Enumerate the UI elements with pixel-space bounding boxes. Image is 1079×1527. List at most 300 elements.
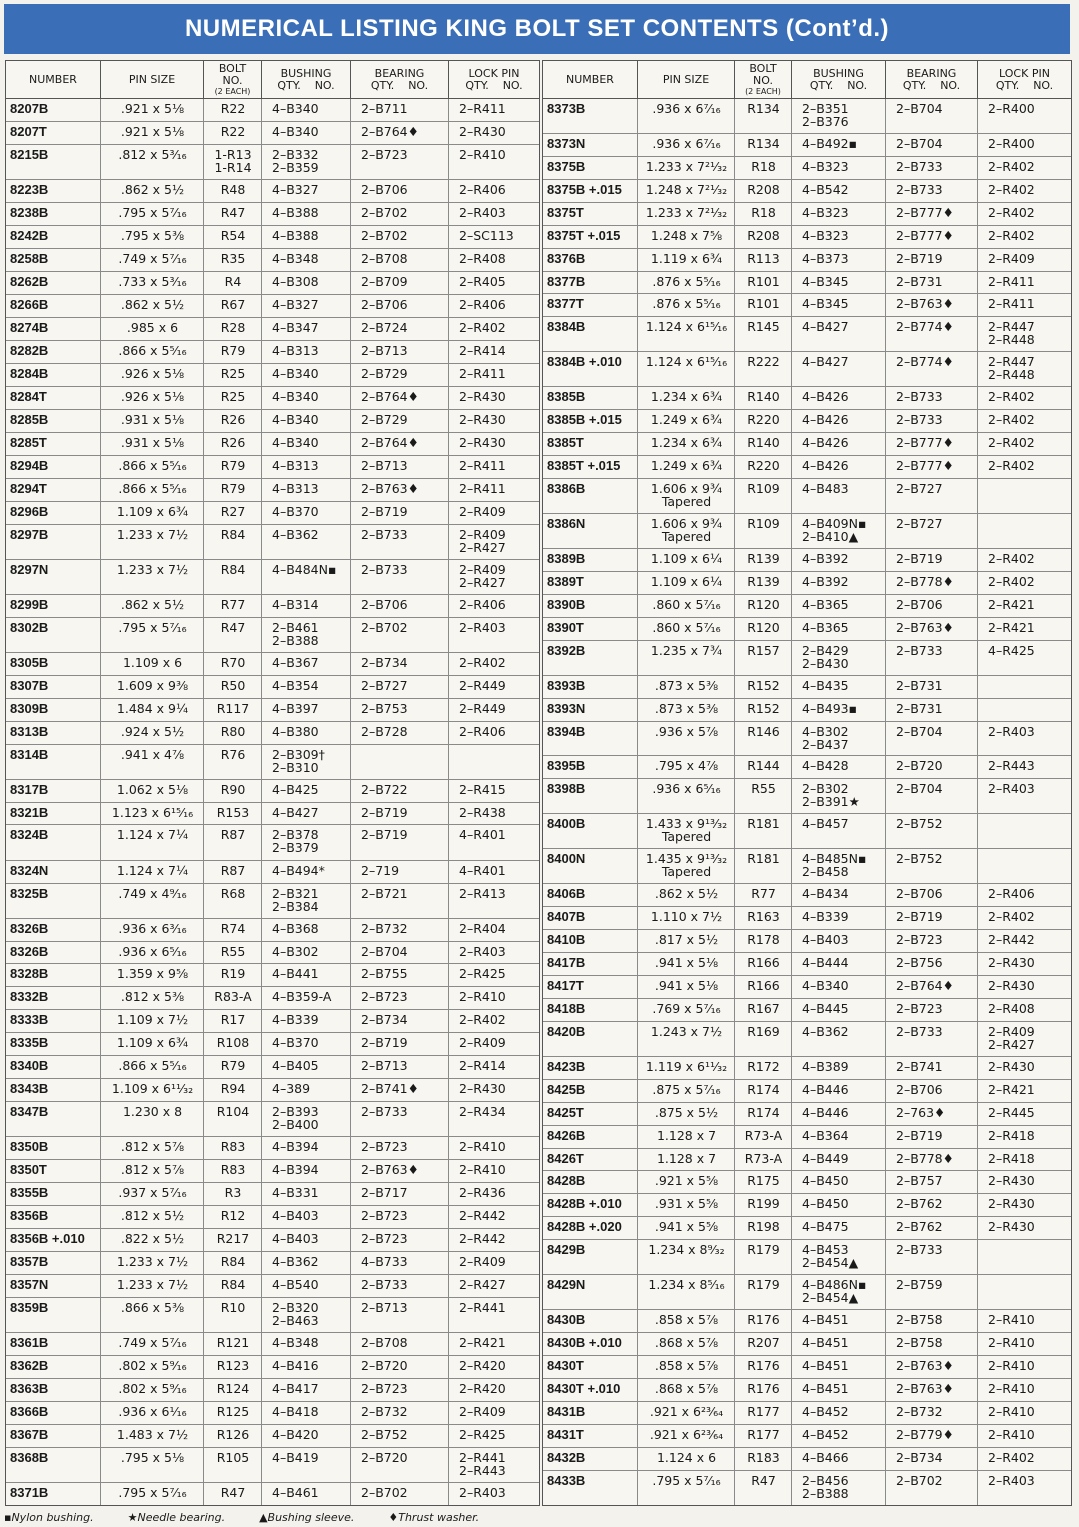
row-pin-size: .875 x 5⁷⁄₁₆ — [638, 1080, 735, 1102]
row-lock-pin: 2–R400 — [988, 101, 1035, 116]
row-number: 8384B +.010 — [543, 352, 638, 386]
row-bolt-no: R26 — [204, 433, 262, 455]
row-number: 8266B — [6, 295, 101, 317]
row-pin-size: .936 x 6³⁄₁₆ — [101, 919, 204, 941]
row-lock-pin: 2–R403 — [988, 723, 1035, 739]
row-lock-pin: 2–R403 — [459, 619, 506, 635]
row-bushing: 4–B327 — [262, 180, 351, 202]
row-bolt-no: R19 — [204, 964, 262, 986]
row-lock-pin: 2–R443 — [988, 758, 1035, 774]
row-bearing: 2–B733 — [886, 1022, 978, 1056]
row-bearing: 2–B741♦ — [351, 1079, 449, 1101]
row-bearing: 2–B717 — [351, 1183, 449, 1205]
row-bolt-no: R124 — [204, 1379, 262, 1401]
table-row — [6, 825, 539, 860]
row-pin-size: .921 x 6²³⁄₆₄ — [638, 1402, 735, 1424]
row-pin-size: .795 x 5⁷⁄₁₆ — [101, 618, 204, 652]
row-bolt-no: R87 — [204, 861, 262, 883]
row-number: 8376B — [543, 249, 638, 271]
row-lock-pin: 2–R421 — [459, 1335, 506, 1351]
row-lock-pin: 2–R402 — [988, 204, 1035, 220]
row-bushing: 4–B380 — [262, 722, 351, 744]
footnote-sleeve: ▲Bushing sleeve. — [259, 1510, 355, 1524]
row-bolt-no: R26 — [204, 410, 262, 432]
row-number: 8325B — [6, 884, 101, 918]
page-title: NUMERICAL LISTING KING BOLT SET CONTENTS (Cont’d.) — [4, 4, 1070, 54]
row-bearing: 2–B721 — [351, 884, 449, 918]
row-bushing: 4–B313 — [262, 341, 351, 363]
row-bearing: 2–B720 — [351, 1356, 449, 1378]
row-number: 8377B — [543, 272, 638, 294]
row-bushing: 4–B340 — [792, 976, 886, 998]
row-bearing: 2–B734 — [351, 653, 449, 675]
row-bearing: 2–B764♦ — [351, 387, 449, 409]
row-number: 8356B — [6, 1206, 101, 1228]
row-bolt-no: R10 — [204, 1298, 262, 1332]
row-pin-size: .868 x 5⅞ — [638, 1379, 735, 1401]
row-number: 8386N — [543, 514, 638, 548]
table-row — [543, 1240, 1071, 1275]
row-bearing: 2–B762 — [886, 1217, 978, 1239]
row-pin-size: .795 x 5⁷⁄₁₆ — [638, 1471, 735, 1505]
table-row — [543, 907, 1071, 930]
row-lock-pin: 2–R413 — [459, 885, 506, 901]
row-number: 8328B — [6, 964, 101, 986]
row-lock-pin — [978, 479, 1071, 513]
header-lock-label: LOCK PIN QTY. NO. — [995, 66, 1054, 92]
row-pin-size: .936 x 6⁷⁄₁₆ — [638, 134, 735, 156]
row-number: 8313B — [6, 722, 101, 744]
row-bolt-no: R25 — [204, 364, 262, 386]
row-bushing: 2–B320 2–B463 — [262, 1298, 351, 1332]
table-row — [6, 1010, 539, 1033]
header-lock-pin — [449, 61, 539, 98]
table-row — [6, 1229, 539, 1252]
row-number: 8386B — [543, 479, 638, 513]
table-left — [5, 60, 540, 1506]
table-row — [6, 560, 539, 595]
row-bearing: 2–B734 — [351, 1010, 449, 1032]
table-row — [6, 364, 539, 387]
row-bearing: 2–B720 — [886, 756, 978, 778]
row-bushing: 4–B340 — [262, 99, 351, 121]
row-bushing: 4–B348 — [262, 249, 351, 271]
row-bolt-no: R77 — [204, 595, 262, 617]
row-lock-pin: 2–R421 — [988, 596, 1035, 612]
table-row — [6, 456, 539, 479]
row-bolt-no: R169 — [735, 1022, 792, 1056]
row-bearing: 2–B763♦ — [351, 479, 449, 501]
row-number: 8361B — [6, 1333, 101, 1355]
row-bolt-no: R163 — [735, 907, 792, 929]
row-number: 8297N — [6, 560, 101, 594]
row-bushing: 4–B428 — [792, 756, 886, 778]
row-bolt-no: R4 — [204, 272, 262, 294]
row-bearing: 2–B706 — [351, 295, 449, 317]
row-number: 8347B — [6, 1102, 101, 1136]
row-bolt-no: R176 — [735, 1356, 792, 1378]
row-pin-size: .931 x 5⅝ — [638, 1194, 735, 1216]
row-pin-size: 1.128 x 7 — [638, 1126, 735, 1148]
row-pin-size: .858 x 5⅞ — [638, 1310, 735, 1332]
header-bearing — [351, 61, 449, 98]
table-row — [543, 1425, 1071, 1448]
row-pin-size: .802 x 5⁹⁄₁₆ — [101, 1356, 204, 1378]
table-row — [6, 1298, 539, 1333]
row-number: 8335B — [6, 1033, 101, 1055]
row-bushing: 2–B429 2–B430 — [792, 641, 886, 675]
row-bolt-no: R84 — [204, 1252, 262, 1274]
row-bearing: 2–B727 — [886, 514, 978, 548]
row-number: 8223B — [6, 180, 101, 202]
row-bushing: 4–B323 — [792, 157, 886, 179]
row-bolt-no: R105 — [204, 1448, 262, 1482]
row-bolt-no: R183 — [735, 1448, 792, 1470]
row-pin-size: 1.606 x 9¾ Tapered — [638, 479, 735, 513]
row-number: 8366B — [6, 1402, 101, 1424]
row-number: 8385B +.015 — [543, 410, 638, 432]
row-bearing: 2–B719 — [351, 803, 449, 825]
row-pin-size: 1.435 x 9¹³⁄₃₂ Tapered — [638, 849, 735, 883]
header-pin-size: PIN SIZE — [638, 61, 735, 98]
row-number: 8417B — [543, 953, 638, 975]
row-number: 8371B — [6, 1483, 101, 1505]
table-row — [543, 180, 1071, 203]
row-bolt-no: R109 — [735, 514, 792, 548]
row-bearing: 2–B758 — [886, 1333, 978, 1355]
table-row — [6, 722, 539, 745]
row-pin-size: .921 x 5⅝ — [638, 1171, 735, 1193]
row-number: 8430T +.010 — [543, 1379, 638, 1401]
row-bolt-no: R79 — [204, 341, 262, 363]
row-number: 8314B — [6, 745, 101, 779]
row-bearing: 2–B723 — [351, 1137, 449, 1159]
row-bolt-no: R83 — [204, 1137, 262, 1159]
table-row — [543, 514, 1071, 549]
row-bushing: 4–B466 — [792, 1448, 886, 1470]
row-bushing: 4–B323 — [792, 226, 886, 248]
row-pin-size: 1.124 x 6¹⁵⁄₁₆ — [638, 317, 735, 351]
row-pin-size: .858 x 5⅞ — [638, 1356, 735, 1378]
row-number: 8426T — [543, 1149, 638, 1171]
row-bushing: 4–B388 — [262, 226, 351, 248]
row-number: 8363B — [6, 1379, 101, 1401]
row-bearing: 2–B713 — [351, 456, 449, 478]
row-bolt-no: R125 — [204, 1402, 262, 1424]
table-row — [543, 676, 1071, 699]
row-number: 8410B — [543, 930, 638, 952]
row-bushing: 4–B450 — [792, 1171, 886, 1193]
row-bushing: 4–B419 — [262, 1448, 351, 1482]
header-bolt-sub: (2 EACH) — [745, 87, 781, 96]
row-number: 8350B — [6, 1137, 101, 1159]
table-row — [6, 1379, 539, 1402]
row-number: 8367B — [6, 1425, 101, 1447]
table-row — [6, 1137, 539, 1160]
row-bushing: 4–B347 — [262, 318, 351, 340]
row-pin-size: .795 x 4⅞ — [638, 756, 735, 778]
row-lock-pin: 2–R425 — [459, 966, 506, 982]
table-row — [543, 352, 1071, 387]
row-bearing: 2–B702 — [351, 1483, 449, 1505]
row-pin-size: 1.062 x 5⅛ — [101, 780, 204, 802]
table-row — [543, 456, 1071, 479]
row-number: 8389B — [543, 549, 638, 571]
row-bolt-no: R208 — [735, 226, 792, 248]
row-bushing: 4–B359-A — [262, 987, 351, 1009]
row-number: 8385T — [543, 433, 638, 455]
row-bearing: 2–B706 — [886, 595, 978, 617]
table-row — [6, 780, 539, 803]
row-lock-pin — [978, 1275, 1071, 1309]
row-bearing: 2–B733 — [351, 525, 449, 559]
row-lock-pin: 2–R441 2–R443 — [459, 1450, 506, 1479]
row-bushing: 4–B370 — [262, 502, 351, 524]
row-bearing: 2–B763♦ — [886, 294, 978, 316]
table-row — [6, 699, 539, 722]
row-bushing: 4–B483 — [792, 479, 886, 513]
row-bushing: 4–B373 — [792, 249, 886, 271]
row-bolt-no: R70 — [204, 653, 262, 675]
row-bushing: 4–B451 — [792, 1333, 886, 1355]
row-number: 8423B — [543, 1057, 638, 1079]
row-lock-pin — [978, 514, 1071, 548]
row-bushing: 4–B364 — [792, 1126, 886, 1148]
row-number: 8377T — [543, 294, 638, 316]
row-number: 8350T — [6, 1160, 101, 1182]
row-bearing: 2–B720 — [351, 1448, 449, 1482]
row-bearing: 2–B704 — [886, 722, 978, 756]
row-lock-pin: 2–R434 — [459, 1104, 506, 1120]
table-row — [543, 722, 1071, 757]
row-lock-pin: 2–R411 — [459, 101, 506, 116]
row-lock-pin: 2–R410 — [459, 146, 506, 162]
row-pin-size: 1.109 x 6¹¹⁄₃₂ — [101, 1079, 204, 1101]
table-row — [543, 99, 1071, 134]
header-bearing-label: BEARING QTY. NO. — [902, 66, 961, 92]
row-bearing: 2–B722 — [351, 780, 449, 802]
row-pin-size: 1.234 x 6¾ — [638, 433, 735, 455]
row-bolt-no: R177 — [735, 1425, 792, 1447]
row-number: 8305B — [6, 653, 101, 675]
row-number: 8340B — [6, 1056, 101, 1078]
row-lock-pin: 2–R430 — [988, 1173, 1035, 1189]
row-lock-pin: 2–R410 — [988, 1380, 1035, 1396]
table-row — [543, 1310, 1071, 1333]
row-bolt-no: R177 — [735, 1402, 792, 1424]
row-bolt-no: R179 — [735, 1275, 792, 1309]
row-bolt-no: R50 — [204, 676, 262, 698]
row-bushing: 4–B367 — [262, 653, 351, 675]
table-row — [6, 1206, 539, 1229]
row-bushing: 4–B345 — [792, 272, 886, 294]
table-row — [543, 226, 1071, 249]
row-bearing: 2–B733 — [886, 1240, 978, 1274]
row-bolt-no: R47 — [204, 203, 262, 225]
table-row — [6, 272, 539, 295]
row-bearing: 2–B764♦ — [886, 976, 978, 998]
row-bolt-no: R83 — [204, 1160, 262, 1182]
row-bearing: 2–B741 — [886, 1057, 978, 1079]
row-bushing: 4–B340 — [262, 122, 351, 144]
row-bearing: 2–B723 — [351, 1206, 449, 1228]
row-lock-pin: 2–R410 — [459, 989, 506, 1005]
table-row — [6, 1033, 539, 1056]
table-row — [6, 1252, 539, 1275]
row-lock-pin: 2–R411 — [459, 480, 506, 496]
row-bushing: 4–̵389 — [262, 1079, 351, 1101]
row-bearing: 2–B723 — [351, 1229, 449, 1251]
footnote-nylon: ▪Nylon bushing. — [4, 1510, 94, 1524]
row-bolt-no: R55 — [735, 779, 792, 813]
row-bushing: 4–B420 — [262, 1425, 351, 1447]
row-bushing: 4–B452 — [792, 1402, 886, 1424]
row-bolt-no: R35 — [204, 249, 262, 271]
footnotes — [4, 1508, 1074, 1526]
row-bushing: 4–B302 — [262, 942, 351, 964]
row-number: 8392B — [543, 641, 638, 675]
row-pin-size: .941 x 5⅛ — [638, 976, 735, 998]
row-lock-pin: 2–R430 — [459, 388, 506, 404]
row-pin-size: 1.109 x 6¼ — [638, 572, 735, 594]
table-row — [6, 180, 539, 203]
row-bolt-no: R152 — [735, 699, 792, 721]
row-bushing: 4–B461 — [262, 1483, 351, 1505]
row-pin-size: .866 x 5⅜ — [101, 1298, 204, 1332]
row-number: 8390B — [543, 595, 638, 617]
row-lock-pin: 2–R402 — [459, 1012, 506, 1028]
row-pin-size: .866 x 5⁵⁄₁₆ — [101, 341, 204, 363]
row-bushing: 4–B345 — [792, 294, 886, 316]
row-pin-size: 1.484 x 9¼ — [101, 699, 204, 721]
row-bearing: 2–B708 — [351, 249, 449, 271]
table-row — [543, 641, 1071, 676]
row-bolt-no: R139 — [735, 572, 792, 594]
row-bushing: 4–B435 — [792, 676, 886, 698]
row-number: 8394B — [543, 722, 638, 756]
row-bolt-no: R101 — [735, 294, 792, 316]
row-number: 8429B — [543, 1240, 638, 1274]
table-row — [543, 1171, 1071, 1194]
row-bolt-no: R167 — [735, 999, 792, 1021]
row-bearing: 2–B719 — [886, 907, 978, 929]
row-number: 8389T — [543, 572, 638, 594]
row-lock-pin: 2–R409 — [988, 250, 1035, 266]
table-row — [543, 387, 1071, 410]
table-row — [6, 676, 539, 699]
row-lock-pin: 2–R402 — [988, 458, 1035, 474]
row-bushing: 4–B362 — [262, 1252, 351, 1274]
header-pin-size: PIN SIZE — [101, 61, 204, 98]
row-number: 8284T — [6, 387, 101, 409]
row-lock-pin: 2–R445 — [988, 1104, 1035, 1120]
row-bushing: 4–B450 — [792, 1194, 886, 1216]
row-bolt-no: R47 — [204, 618, 262, 652]
row-pin-size: 1.249 x 6¾ — [638, 456, 735, 478]
row-bearing: 2–B711 — [351, 99, 449, 121]
row-bushing: 2–B461 2–B388 — [262, 618, 351, 652]
row-pin-size: .812 x 5³⁄₁₆ — [101, 145, 204, 179]
row-bearing: 2–B756 — [886, 953, 978, 975]
row-pin-size: .812 x 5⅞ — [101, 1137, 204, 1159]
table-row — [543, 549, 1071, 572]
row-number: 8433B — [543, 1471, 638, 1505]
row-number: 8431B — [543, 1402, 638, 1424]
row-bearing: 2–B757 — [886, 1171, 978, 1193]
row-pin-size: .812 x 5⅞ — [101, 1160, 204, 1182]
row-bolt-no: R22 — [204, 99, 262, 121]
row-bolt-no: R198 — [735, 1217, 792, 1239]
row-number: 8420B — [543, 1022, 638, 1056]
table-row — [6, 226, 539, 249]
row-bearing: 2–B774♦ — [886, 352, 978, 386]
row-number: 8373N — [543, 134, 638, 156]
table-row — [543, 756, 1071, 779]
row-pin-size: .921 x 5⅛ — [101, 99, 204, 121]
row-pin-size: .862 x 5½ — [638, 884, 735, 906]
row-number: 8428B +.010 — [543, 1194, 638, 1216]
row-bolt-no: R76 — [204, 745, 262, 779]
row-bushing: 4–B492▪ — [792, 134, 886, 156]
row-bushing: 4–B417 — [262, 1379, 351, 1401]
row-bearing: 2–B706 — [886, 1080, 978, 1102]
row-number: 8332B — [6, 987, 101, 1009]
row-bolt-no: R134 — [735, 99, 792, 133]
row-pin-size: .862 x 5½ — [101, 595, 204, 617]
row-bearing: 2–B702 — [351, 618, 449, 652]
row-bolt-no: R207 — [735, 1333, 792, 1355]
row-bushing: 4–B427 — [792, 352, 886, 386]
row-bushing: 4–B388 — [262, 203, 351, 225]
row-number: 8430B — [543, 1310, 638, 1332]
row-number: 8356B +.010 — [6, 1229, 101, 1251]
row-bolt-no: R87 — [204, 825, 262, 859]
row-bolt-no: R25 — [204, 387, 262, 409]
header-bearing — [886, 61, 978, 98]
row-bushing: 4–B327 — [262, 295, 351, 317]
row-bushing: 4–B370 — [262, 1033, 351, 1055]
row-lock-pin: 2–R402 — [988, 412, 1035, 428]
row-bolt-no: R79 — [204, 1056, 262, 1078]
table-row — [543, 1022, 1071, 1057]
row-number: 8430B +.010 — [543, 1333, 638, 1355]
table-row — [543, 884, 1071, 907]
row-lock-pin: 2–R402 — [459, 319, 506, 335]
row-bolt-no: R217 — [204, 1229, 262, 1251]
row-bushing: 4–B314 — [262, 595, 351, 617]
row-pin-size: 1.234 x 6¾ — [638, 387, 735, 409]
table-row — [6, 861, 539, 884]
row-lock-pin: 2–R425 — [459, 1427, 506, 1443]
row-number: 8362B — [6, 1356, 101, 1378]
row-pin-size: 1.128 x 7 — [638, 1149, 735, 1171]
row-bearing: 2–B727 — [886, 479, 978, 513]
row-bolt-no: R104 — [204, 1102, 262, 1136]
row-pin-size: 1.124 x 6¹⁵⁄₁₆ — [638, 352, 735, 386]
row-pin-size: 1.609 x 9⅜ — [101, 676, 204, 698]
row-lock-pin: 2–R410 — [988, 1335, 1035, 1351]
table-row — [543, 930, 1071, 953]
row-bolt-no: R166 — [735, 976, 792, 998]
row-lock-pin — [978, 699, 1071, 721]
row-bearing: 2–B733 — [351, 560, 449, 594]
row-number: 8355B — [6, 1183, 101, 1205]
row-lock-pin — [978, 1240, 1071, 1274]
header-bolt-no — [204, 61, 262, 98]
row-bolt-no: R220 — [735, 410, 792, 432]
row-pin-size: .873 x 5⅜ — [638, 699, 735, 721]
row-number: 8375T — [543, 203, 638, 225]
